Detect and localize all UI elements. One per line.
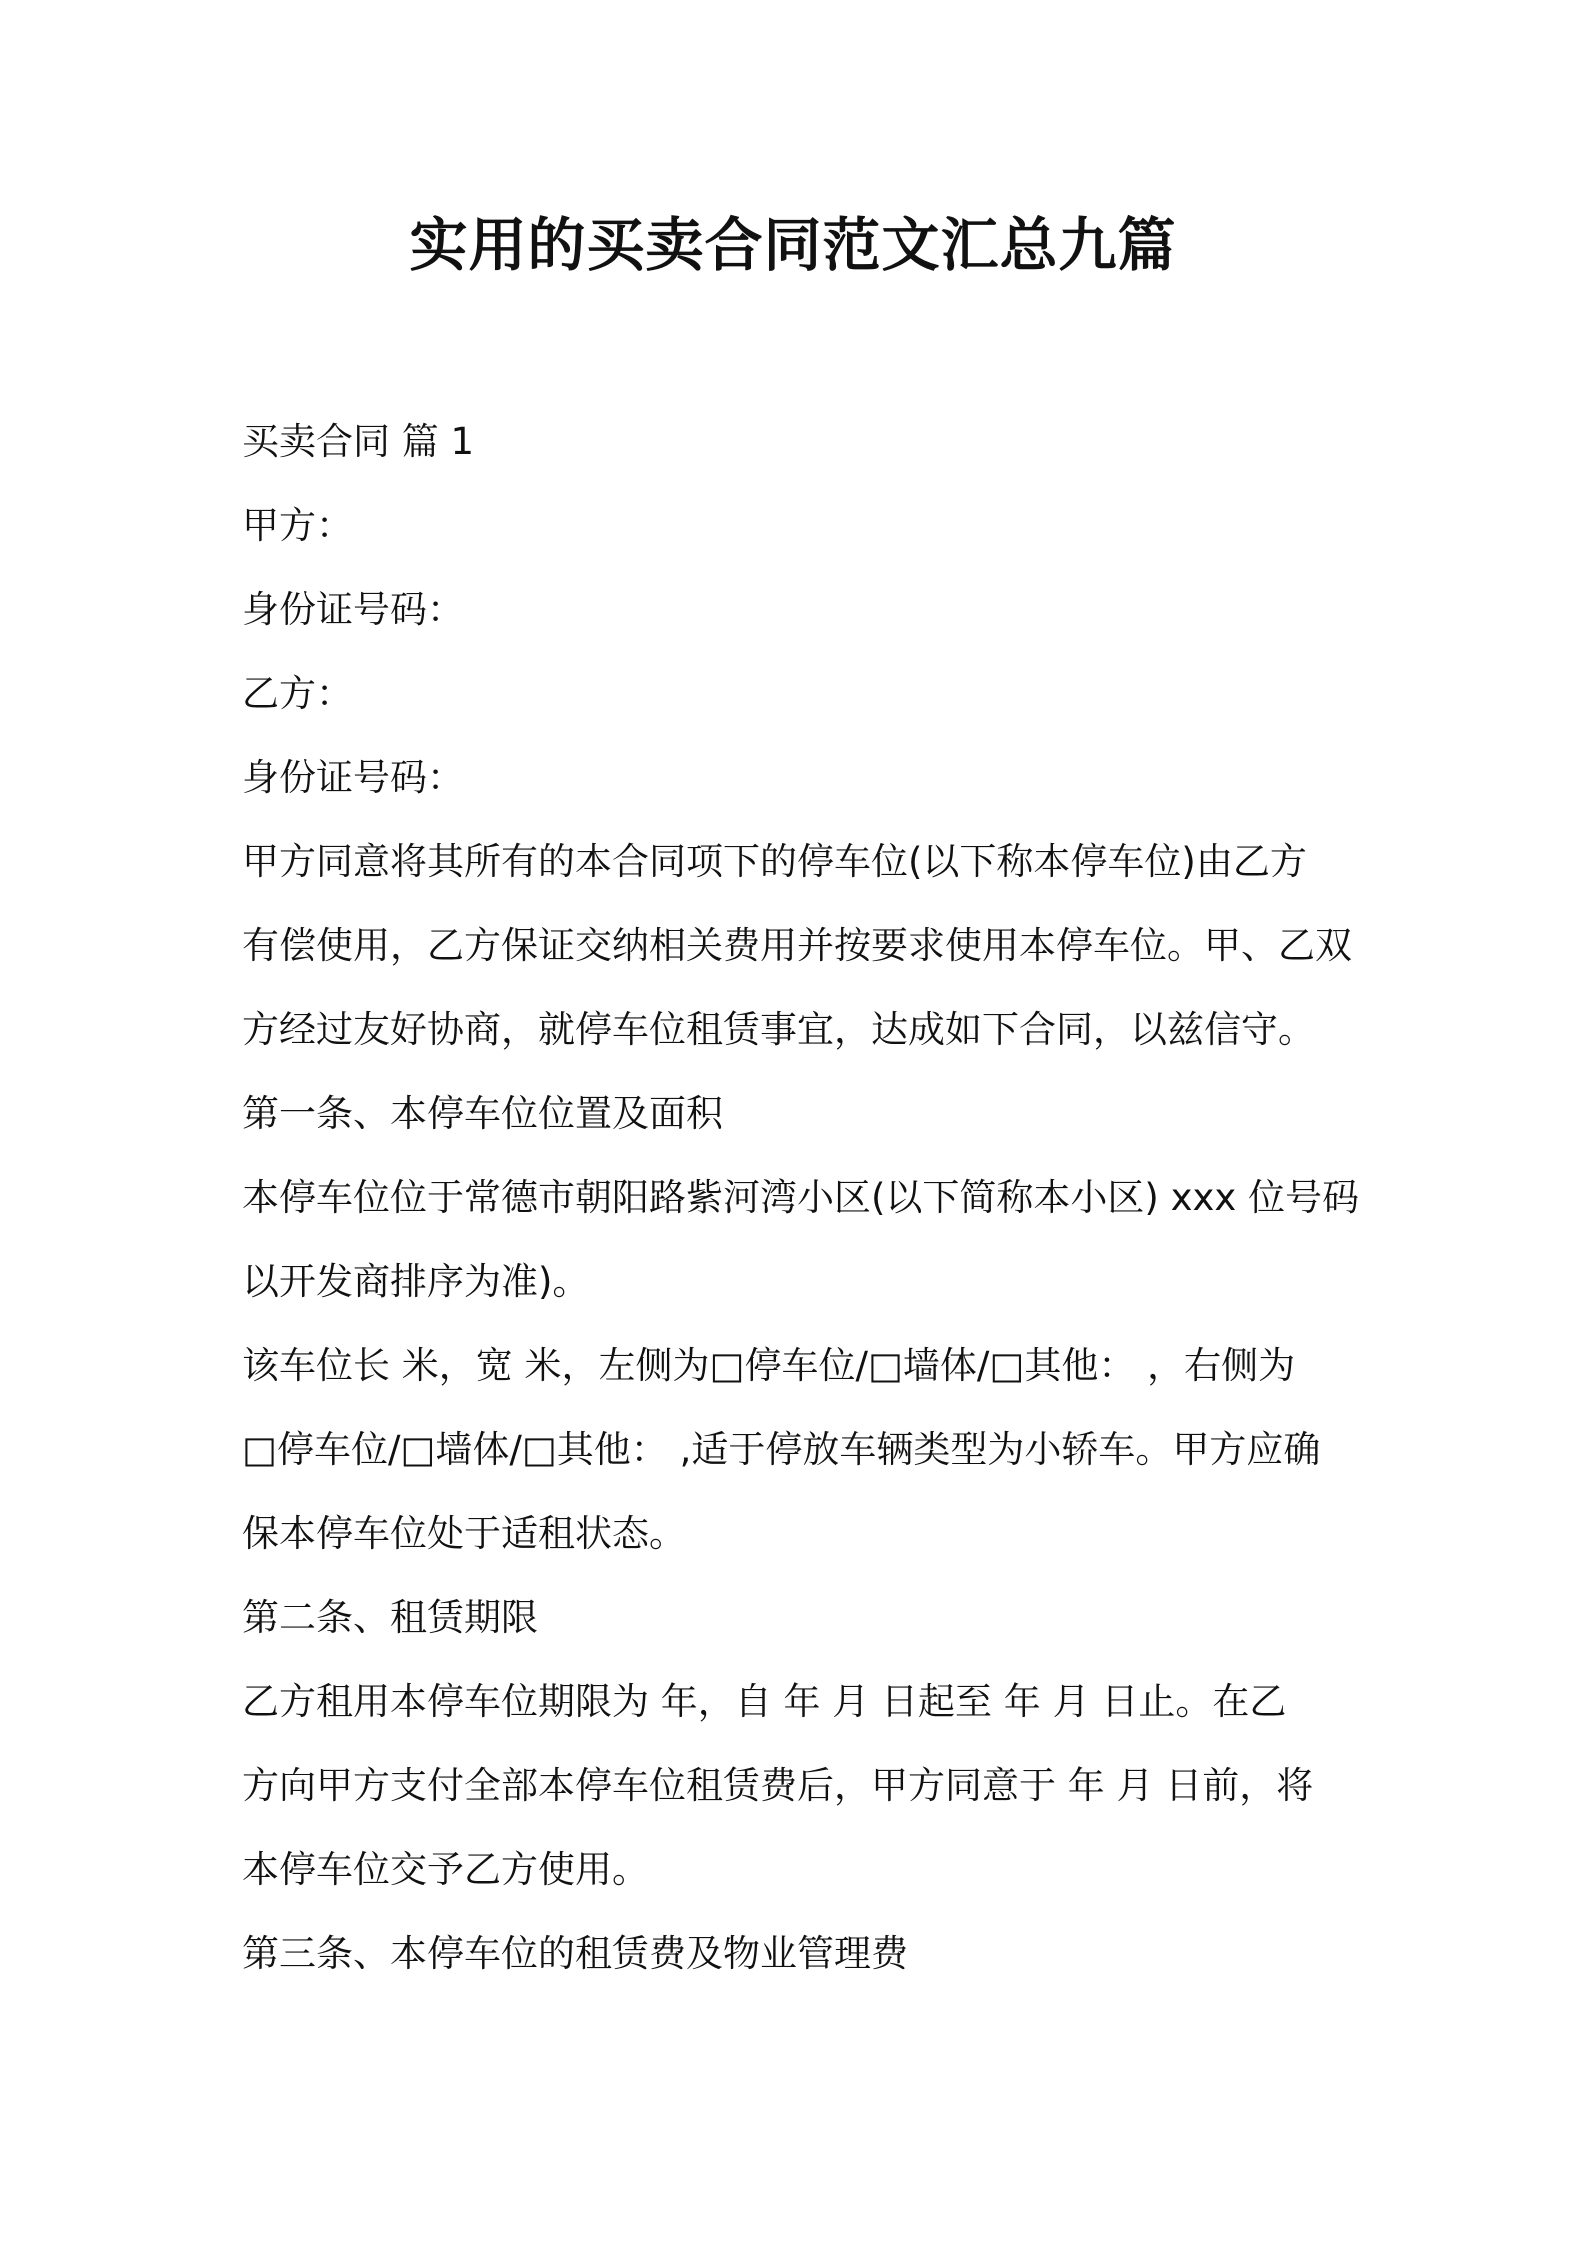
paragraph-line: 保本停车位处于适租状态。 (242, 1512, 686, 1555)
paragraph-line: 乙方租用本停车位期限为 年，自 年 月 日起至 年 月 日止。在乙 (242, 1680, 1287, 1723)
section-heading-contract-1: 买卖合同 篇 1 (242, 420, 475, 463)
paragraph-line: □停车位/□墙体/□其他： ,适于停放车辆类型为小轿车。甲方应确 (242, 1428, 1321, 1471)
article-2-heading: 第二条、租赁期限 (242, 1596, 538, 1639)
paragraph-line: 本停车位位于常德市朝阳路紫河湾小区(以下简称本小区) xxx 位号码 (242, 1176, 1360, 1219)
article-1-heading: 第一条、本停车位位置及面积 (242, 1092, 723, 1135)
paragraph-line: 该车位长 米，宽 米，左侧为□停车位/□墙体/□其他： ，右侧为 (242, 1344, 1296, 1387)
paragraph-line: 甲方同意将其所有的本合同项下的停车位(以下称本停车位)由乙方 (242, 840, 1307, 883)
party-a-id-label: 身份证号码： (242, 588, 464, 631)
party-b-label: 乙方： (242, 672, 353, 715)
party-b-id-label: 身份证号码： (242, 756, 464, 799)
paragraph-line: 以开发商排序为准)。 (242, 1260, 590, 1303)
document-body (242, 400, 1360, 1996)
paragraph-line: 有偿使用，乙方保证交纳相关费用并按要求使用本停车位。甲、乙双 (242, 924, 1352, 967)
document-title: 实用的买卖合同范文汇总九篇 (409, 211, 1177, 279)
paragraph-line: 方向甲方支付全部本停车位租赁费后，甲方同意于 年 月 日前，将 (242, 1764, 1314, 1807)
paragraph-line: 本停车位交予乙方使用。 (242, 1848, 649, 1891)
party-a-label: 甲方： (242, 504, 353, 547)
paragraph-line: 方经过友好协商，就停车位租赁事宜，达成如下合同，以兹信守。 (242, 1008, 1315, 1051)
article-3-heading: 第三条、本停车位的租赁费及物业管理费 (242, 1932, 908, 1975)
